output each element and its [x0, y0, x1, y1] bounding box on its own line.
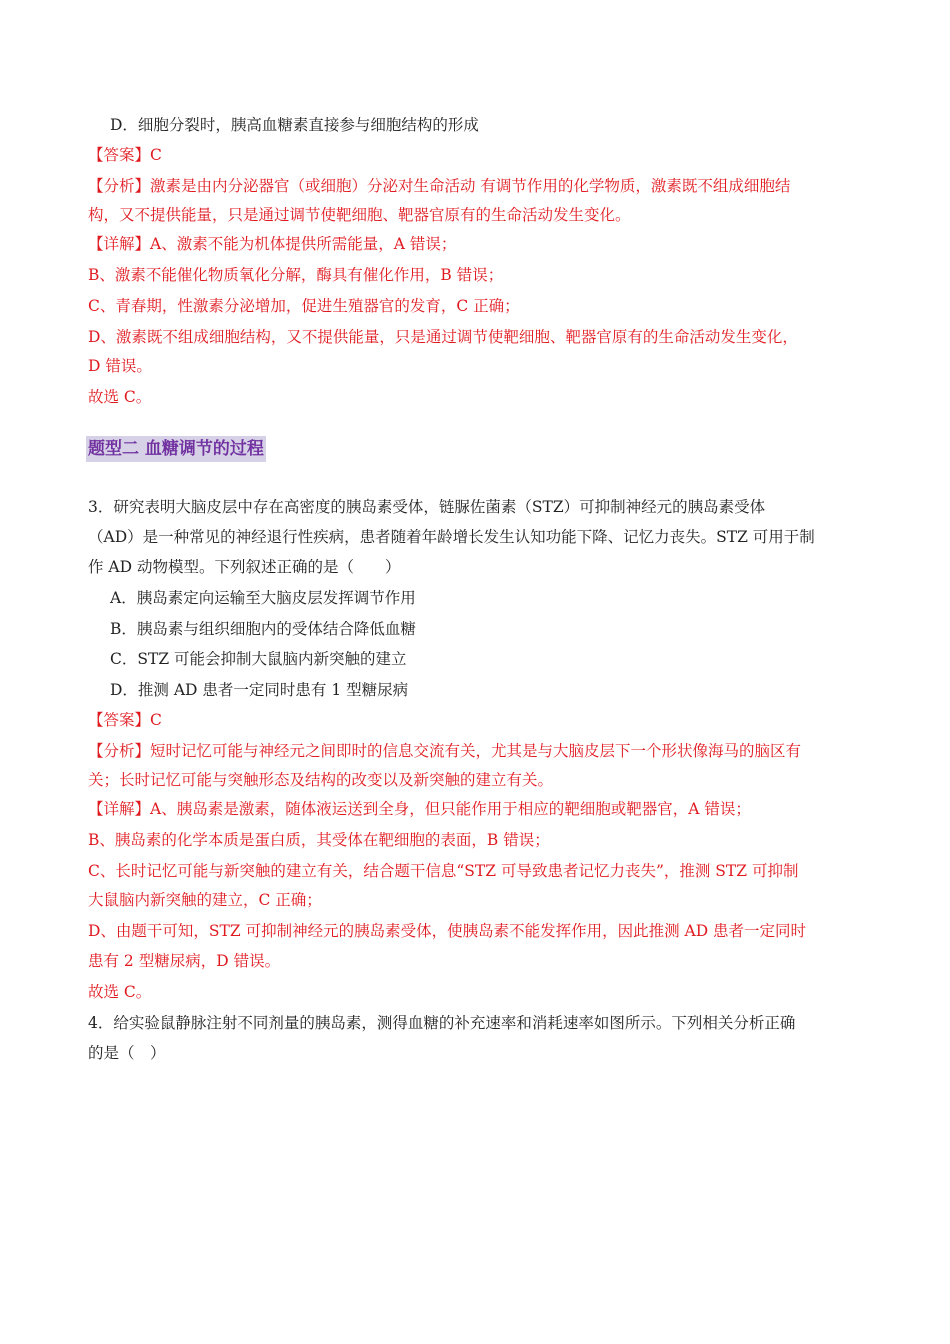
q2-analysis-line: 构，又不提供能量，只是通过调节使靶细胞、靶器官原有的生命活动发生变化。 [88, 206, 631, 224]
q3-analysis-line: 关；长时记忆可能与突触形态及结构的改变以及新突触的建立有关。 [88, 771, 554, 789]
q2-option-d: D．细胞分裂时，胰高血糖素直接参与细胞结构的形成 [110, 116, 479, 134]
q4-stem-line: 4．给实验鼠静脉注射不同剂量的胰岛素，测得血糖的补充速率和消耗速率如图所示。下列相关分析正确 [88, 1014, 796, 1032]
q3-stem-line: 作 AD 动物模型。下列叙述正确的是（ ） [88, 558, 401, 576]
q2-detail-line: D 错误。 [88, 357, 152, 375]
q3-option-d: D．推测 AD 患者一定同时患有 1 型糖尿病 [110, 681, 409, 699]
section-title: 题型二 血糖调节的过程 [86, 436, 266, 462]
q3-detail-line: C、长时记忆可能与新突触的建立有关，结合题干信息“STZ 可导致患者记忆力丧失”，推测 STZ 可抑制 [88, 862, 799, 880]
q3-stem-line: 3．研究表明大脑皮层中存在高密度的胰岛素受体，链脲佐菌素（STZ）可抑制神经元的胰岛素受体 [88, 498, 766, 516]
q2-detail-line: B、激素不能催化物质氧化分解，酶具有催化作用，B 错误； [88, 266, 504, 284]
q3-detail-line: 大鼠脑内新突触的建立，C 正确； [88, 891, 322, 909]
q2-answer: 【答案】C [88, 146, 162, 164]
q4-stem-line: 的是（ ） [88, 1044, 166, 1062]
q2-detail-line: C、青春期，性激素分泌增加，促进生殖器官的发育，C 正确； [88, 297, 520, 315]
q3-conclusion: 故选 C。 [88, 983, 152, 1001]
q3-analysis-line: 【分析】短时记忆可能与神经元之间即时的信息交流有关，尤其是与大脑皮层下一个形状像海马的脑区有 [88, 742, 802, 760]
q3-detail-line: 患有 2 型糖尿病，D 错误。 [88, 952, 281, 970]
q3-detail-line: 【详解】A、胰岛素是激素，随体液运送到全身，但只能作用于相应的靶细胞或靶器官，A 错误； [88, 800, 751, 818]
q3-option-c: C．STZ 可能会抑制大鼠脑内新突触的建立 [110, 650, 407, 668]
q2-detail-line: 【详解】A、激素不能为机体提供所需能量，A 错误； [88, 235, 457, 253]
q3-detail-line: B、胰岛素的化学本质是蛋白质，其受体在靶细胞的表面，B 错误； [88, 831, 550, 849]
q3-detail-line: D、由题干可知，STZ 可抑制神经元的胰岛素受体，使胰岛素不能发挥作用，因此推测 AD 患者一定同时 [88, 922, 807, 940]
q3-option-b: B．胰岛素与组织细胞内的受体结合降低血糖 [110, 620, 416, 638]
q3-answer: 【答案】C [88, 711, 162, 729]
q2-conclusion: 故选 C。 [88, 388, 152, 406]
q3-option-a: A．胰岛素定向运输至大脑皮层发挥调节作用 [110, 589, 416, 607]
q3-stem-line: （AD）是一种常见的神经退行性疾病，患者随着年龄增长发生认知功能下降、记忆力丧失。STZ 可用于制 [88, 528, 815, 546]
q2-detail-line: D、激素既不组成细胞结构，又不提供能量，只是通过调节使靶细胞、靶器官原有的生命活动发生变化， [88, 328, 798, 346]
q2-analysis-line: 【分析】激素是由内分泌器官（或细胞）分泌对生命活动 有调节作用的化学物质，激素既不组成细胞结 [88, 177, 791, 195]
